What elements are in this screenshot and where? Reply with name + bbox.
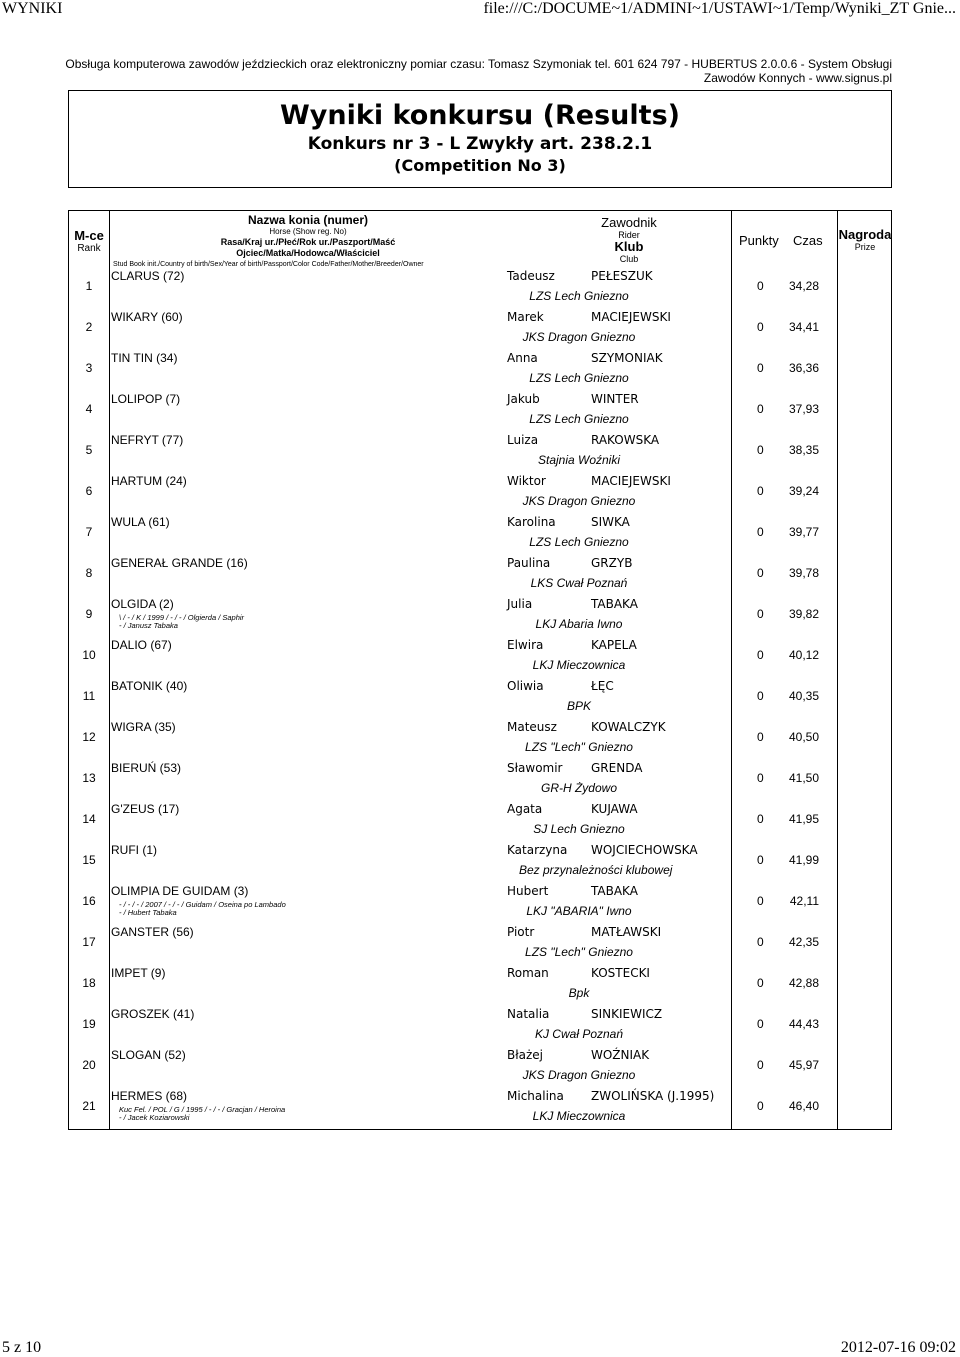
header-prize-label: Nagroda — [838, 227, 892, 242]
print-timestamp: 2012-07-16 09:02 — [840, 1339, 956, 1356]
rider-last-name: TABAKA — [591, 597, 638, 611]
row-rank: 11 — [82, 689, 96, 703]
club-name: JKS Dragon Gniezno — [522, 494, 636, 508]
horse-details — [119, 614, 244, 630]
time: 42,88 — [788, 976, 819, 990]
rider-last-name: SINKIEWICZ — [591, 1007, 663, 1021]
header-rider-en: Rider — [618, 230, 640, 240]
club-name: LZS "Lech" Gniezno — [525, 740, 633, 754]
rider-first-name: Julia — [507, 597, 533, 611]
rider-first-name: Oliwia — [507, 679, 544, 693]
row-rank: 4 — [85, 402, 93, 416]
rider-first-name: Michalina — [507, 1089, 564, 1103]
header-points: Punkty — [739, 233, 779, 248]
row-rank: 14 — [82, 812, 96, 826]
rider-last-name: MACIEJEWSKI — [591, 310, 671, 324]
header-prize-en: Prize — [854, 242, 876, 252]
table-row — [69, 720, 891, 761]
rider-first-name: Hubert — [507, 884, 549, 898]
time: 42,35 — [788, 935, 819, 949]
table-row — [69, 433, 891, 474]
row-rank: 19 — [82, 1017, 96, 1031]
row-rank: 9 — [85, 607, 93, 621]
points: 0 — [757, 771, 764, 785]
table-row — [69, 966, 891, 1007]
club-name: LKJ Abaria Iwno — [535, 617, 623, 631]
club-name: JKS Dragon Gniezno — [522, 330, 636, 344]
rider-last-name: KUJAWA — [591, 802, 638, 816]
row-rank: 5 — [85, 443, 93, 457]
row-rank: 13 — [82, 771, 96, 785]
club-name: LZS Lech Gniezno — [529, 412, 629, 426]
table-row — [69, 1048, 891, 1089]
rider-first-name: Luiza — [507, 433, 539, 447]
time: 34,28 — [788, 279, 819, 293]
table-row — [69, 884, 891, 925]
horse-details — [119, 901, 286, 917]
header-rank — [69, 229, 109, 255]
rider-last-name: KOSTECKI — [591, 966, 650, 980]
row-rank: 7 — [85, 525, 93, 539]
system-info-line-1: Obsługa komputerowa zawodów jeździeckich oraz elektroniczny pomiar czasu: Tomasz Szymoniak tel. 601 624 797 - HUBERTUS 2.0.0.6 - System Obsługi — [65, 57, 892, 71]
table-row — [69, 1089, 891, 1130]
horse-name: OLIMPIA DE GUIDAM (3) — [111, 884, 249, 898]
club-name: LZS Lech Gniezno — [529, 289, 629, 303]
points: 0 — [757, 566, 764, 580]
rider-first-name: Jakub — [507, 392, 540, 406]
horse-name: RUFI (1) — [111, 843, 157, 857]
points: 0 — [757, 320, 764, 334]
club-name: LKS Cwał Poznań — [530, 576, 628, 590]
horse-details-line-2: - / Hubert Tabaka — [119, 908, 177, 917]
points: 0 — [757, 648, 764, 662]
system-info-line-2: Zawodów Konnych - www.signus.pl — [703, 71, 892, 85]
points: 0 — [757, 1017, 764, 1031]
points: 0 — [757, 607, 764, 621]
points: 0 — [757, 689, 764, 703]
points: 0 — [757, 853, 764, 867]
rider-last-name: SIWKA — [591, 515, 630, 529]
header-horse-label: Nazwa konia (numer) — [247, 213, 369, 227]
row-rank: 21 — [82, 1099, 96, 1113]
points: 0 — [757, 279, 764, 293]
rider-first-name: Piotr — [507, 925, 535, 939]
horse-name: CLARUS (72) — [111, 269, 185, 283]
club-name: SJ Lech Gniezno — [533, 822, 625, 836]
title-box — [68, 90, 892, 188]
time: 40,35 — [788, 689, 819, 703]
rider-first-name: Mateusz — [507, 720, 557, 734]
horse-name: OLGIDA (2) — [111, 597, 174, 611]
time: 37,93 — [788, 402, 819, 416]
table-row — [69, 679, 891, 720]
time: 41,50 — [788, 771, 819, 785]
table-row — [69, 843, 891, 884]
horse-name: BATONIK (40) — [111, 679, 188, 693]
table-row — [69, 597, 891, 638]
rider-last-name: GRZYB — [591, 556, 633, 570]
rider-last-name: KAPELA — [591, 638, 637, 652]
horse-name: DALIO (67) — [111, 638, 172, 652]
table-row — [69, 351, 891, 392]
time: 46,40 — [788, 1099, 819, 1113]
row-rank: 16 — [82, 894, 96, 908]
row-rank: 20 — [82, 1058, 96, 1072]
horse-name: G'ZEUS (17) — [111, 802, 180, 816]
time: 36,36 — [788, 361, 819, 375]
rider-first-name: Sławomir — [507, 761, 563, 775]
rider-last-name: SZYMONIAK — [591, 351, 663, 365]
table-row — [69, 474, 891, 515]
table-row — [69, 761, 891, 802]
header-horse-details: Stud Book init./Country of birth/Sex/Year of birth/Passport/Color Code/Father/Mother/Breeder/Owner — [113, 261, 424, 268]
rider-first-name: Marek — [507, 310, 544, 324]
table-row — [69, 556, 891, 597]
table-row — [69, 802, 891, 843]
horse-name: SLOGAN (52) — [111, 1048, 186, 1062]
time: 41,95 — [788, 812, 819, 826]
header-rider-label: Zawodnik — [601, 215, 657, 230]
points: 0 — [757, 1099, 764, 1113]
rider-first-name: Wiktor — [507, 474, 546, 488]
horse-details-line-2: - / Jacek Koziarowski — [119, 1113, 190, 1122]
points: 0 — [757, 443, 764, 457]
time: 39,24 — [788, 484, 819, 498]
table-row — [69, 925, 891, 966]
club-name: Stajnia Woźniki — [537, 453, 621, 467]
time: 40,50 — [788, 730, 819, 744]
header-horse — [113, 215, 503, 270]
row-rank: 17 — [82, 935, 96, 949]
row-rank: 2 — [85, 320, 93, 334]
header-horse-en: Horse (Show reg. No) — [269, 227, 347, 236]
table-row — [69, 515, 891, 556]
points: 0 — [757, 1058, 764, 1072]
table-header — [69, 211, 891, 269]
rider-last-name: WOJCIECHOWSKA — [591, 843, 698, 857]
time: 39,78 — [788, 566, 819, 580]
club-name: LZS Lech Gniezno — [529, 535, 629, 549]
club-name: Bpk — [568, 986, 590, 1000]
horse-details-line-1: - / - / - / 2007 / - / - / Guidam / Oseina po Lambado — [119, 900, 286, 909]
rider-last-name: TABAKA — [591, 884, 638, 898]
time: 44,43 — [788, 1017, 819, 1031]
club-name: JKS Dragon Gniezno — [522, 1068, 636, 1082]
page-header-title: WYNIKI — [2, 0, 63, 17]
rider-last-name: GRENDA — [591, 761, 643, 775]
rider-first-name: Błażej — [507, 1048, 544, 1062]
points: 0 — [757, 730, 764, 744]
time: 39,77 — [788, 525, 819, 539]
rider-last-name: RAKOWSKA — [591, 433, 660, 447]
rider-first-name: Roman — [507, 966, 549, 980]
time: 34,41 — [788, 320, 819, 334]
page-count: 5 z 10 — [2, 1339, 42, 1356]
time: 42,11 — [789, 894, 819, 908]
page-title: Wyniki konkursu (Results) — [280, 100, 680, 131]
header-horse-breed: Rasa/Kraj ur./Płeć/Rok ur./Paszport/Maść — [220, 237, 396, 247]
rider-first-name: Paulina — [507, 556, 551, 570]
horse-name: HARTUM (24) — [111, 474, 187, 488]
time: 41,99 — [788, 853, 819, 867]
horse-name: WIKARY (60) — [111, 310, 183, 324]
club-name: LZS "Lech" Gniezno — [525, 945, 633, 959]
points: 0 — [757, 894, 764, 908]
horse-name: LOLIPOP (7) — [111, 392, 181, 406]
points: 0 — [757, 812, 764, 826]
rider-last-name: ŁĘC — [591, 679, 614, 693]
row-rank: 12 — [82, 730, 96, 744]
points: 0 — [757, 361, 764, 375]
horse-name: NEFRYT (77) — [111, 433, 184, 447]
horse-details-line-2: - / Janusz Tabaka — [119, 621, 178, 630]
results-table — [68, 210, 892, 1130]
rider-first-name: Natalia — [507, 1007, 550, 1021]
club-name: KJ Cwał Poznań — [534, 1027, 624, 1041]
rider-last-name: WOŹNIAK — [591, 1048, 650, 1062]
row-rank: 8 — [85, 566, 93, 580]
row-rank: 10 — [82, 648, 96, 662]
club-name: LKJ "ABARIA" Iwno — [526, 904, 632, 918]
header-rider — [559, 217, 699, 265]
rider-first-name: Elwira — [507, 638, 544, 652]
club-name: BPK — [566, 699, 591, 713]
header-horse-parents: Ojciec/Matka/Hodowca/Właściciel — [236, 248, 380, 258]
header-rank-label: M-ce — [74, 228, 104, 243]
system-info — [40, 57, 892, 85]
row-rank: 15 — [82, 853, 96, 867]
club-name: GR-H Żydowo — [540, 781, 617, 795]
competition-title: Konkurs nr 3 - L Zwykły art. 238.2.1 — [307, 134, 653, 154]
page-header-path: file:///C:/DOCUME~1/ADMINI~1/USTAWI~1/Temp/Wyniki_ZT Gnie... — [483, 0, 956, 17]
row-rank: 1 — [85, 279, 93, 293]
points: 0 — [757, 525, 764, 539]
points: 0 — [757, 976, 764, 990]
time: 45,97 — [788, 1058, 819, 1072]
rider-last-name: KOWALCZYK — [591, 720, 666, 734]
club-name: Bez przynależności klubowej — [519, 863, 673, 877]
rider-first-name: Tadeusz — [507, 269, 555, 283]
points: 0 — [757, 935, 764, 949]
header-club-label: Klub — [614, 239, 644, 254]
rider-last-name: PEŁESZUK — [591, 269, 653, 283]
points: 0 — [757, 402, 764, 416]
horse-name: WIGRA (35) — [111, 720, 176, 734]
points: 0 — [757, 484, 764, 498]
table-row — [69, 638, 891, 679]
table-row — [69, 310, 891, 351]
rider-last-name: ZWOLIŃSKA (J.1995) — [591, 1089, 715, 1103]
horse-name: GROSZEK (41) — [111, 1007, 195, 1021]
rider-last-name: WINTER — [591, 392, 639, 406]
horse-name: GENERAŁ GRANDE (16) — [111, 556, 248, 570]
rider-first-name: Karolina — [507, 515, 556, 529]
competition-number: (Competition No 3) — [394, 156, 566, 175]
header-time: Czas — [793, 233, 823, 248]
table-row — [69, 269, 891, 310]
header-prize — [837, 229, 893, 253]
club-name: LZS Lech Gniezno — [529, 371, 629, 385]
horse-name: BIERUŃ (53) — [111, 761, 182, 775]
rider-first-name: Katarzyna — [507, 843, 568, 857]
rider-first-name: Agata — [507, 802, 543, 816]
rider-last-name: MATŁAWSKI — [591, 925, 662, 939]
header-rank-en: Rank — [77, 243, 101, 254]
club-name: LKJ Mieczownica — [532, 658, 626, 672]
header-club-en: Club — [619, 254, 639, 264]
row-rank: 6 — [85, 484, 93, 498]
time: 40,12 — [788, 648, 819, 662]
table-row — [69, 392, 891, 433]
horse-name: WULA (61) — [111, 515, 170, 529]
horse-name: TIN TIN (34) — [111, 351, 178, 365]
club-name: LKJ Mieczownica — [532, 1109, 626, 1123]
horse-details-line-1: Kuc Fel. / POL / G / 1995 / - / - / Gracjan / Heroina — [119, 1105, 286, 1114]
row-rank: 3 — [85, 361, 93, 375]
table-row — [69, 1007, 891, 1048]
horse-name: GANSTER (56) — [111, 925, 194, 939]
horse-name: IMPET (9) — [111, 966, 166, 980]
horse-name: HERMES (68) — [111, 1089, 188, 1103]
rider-first-name: Anna — [507, 351, 538, 365]
time: 39,82 — [788, 607, 819, 621]
rider-last-name: MACIEJEWSKI — [591, 474, 671, 488]
time: 38,35 — [788, 443, 819, 457]
horse-details — [119, 1106, 285, 1122]
row-rank: 18 — [82, 976, 96, 990]
horse-details-line-1: \ / - / K / 1999 / - / - / Olgierda / Saphir — [119, 613, 245, 622]
